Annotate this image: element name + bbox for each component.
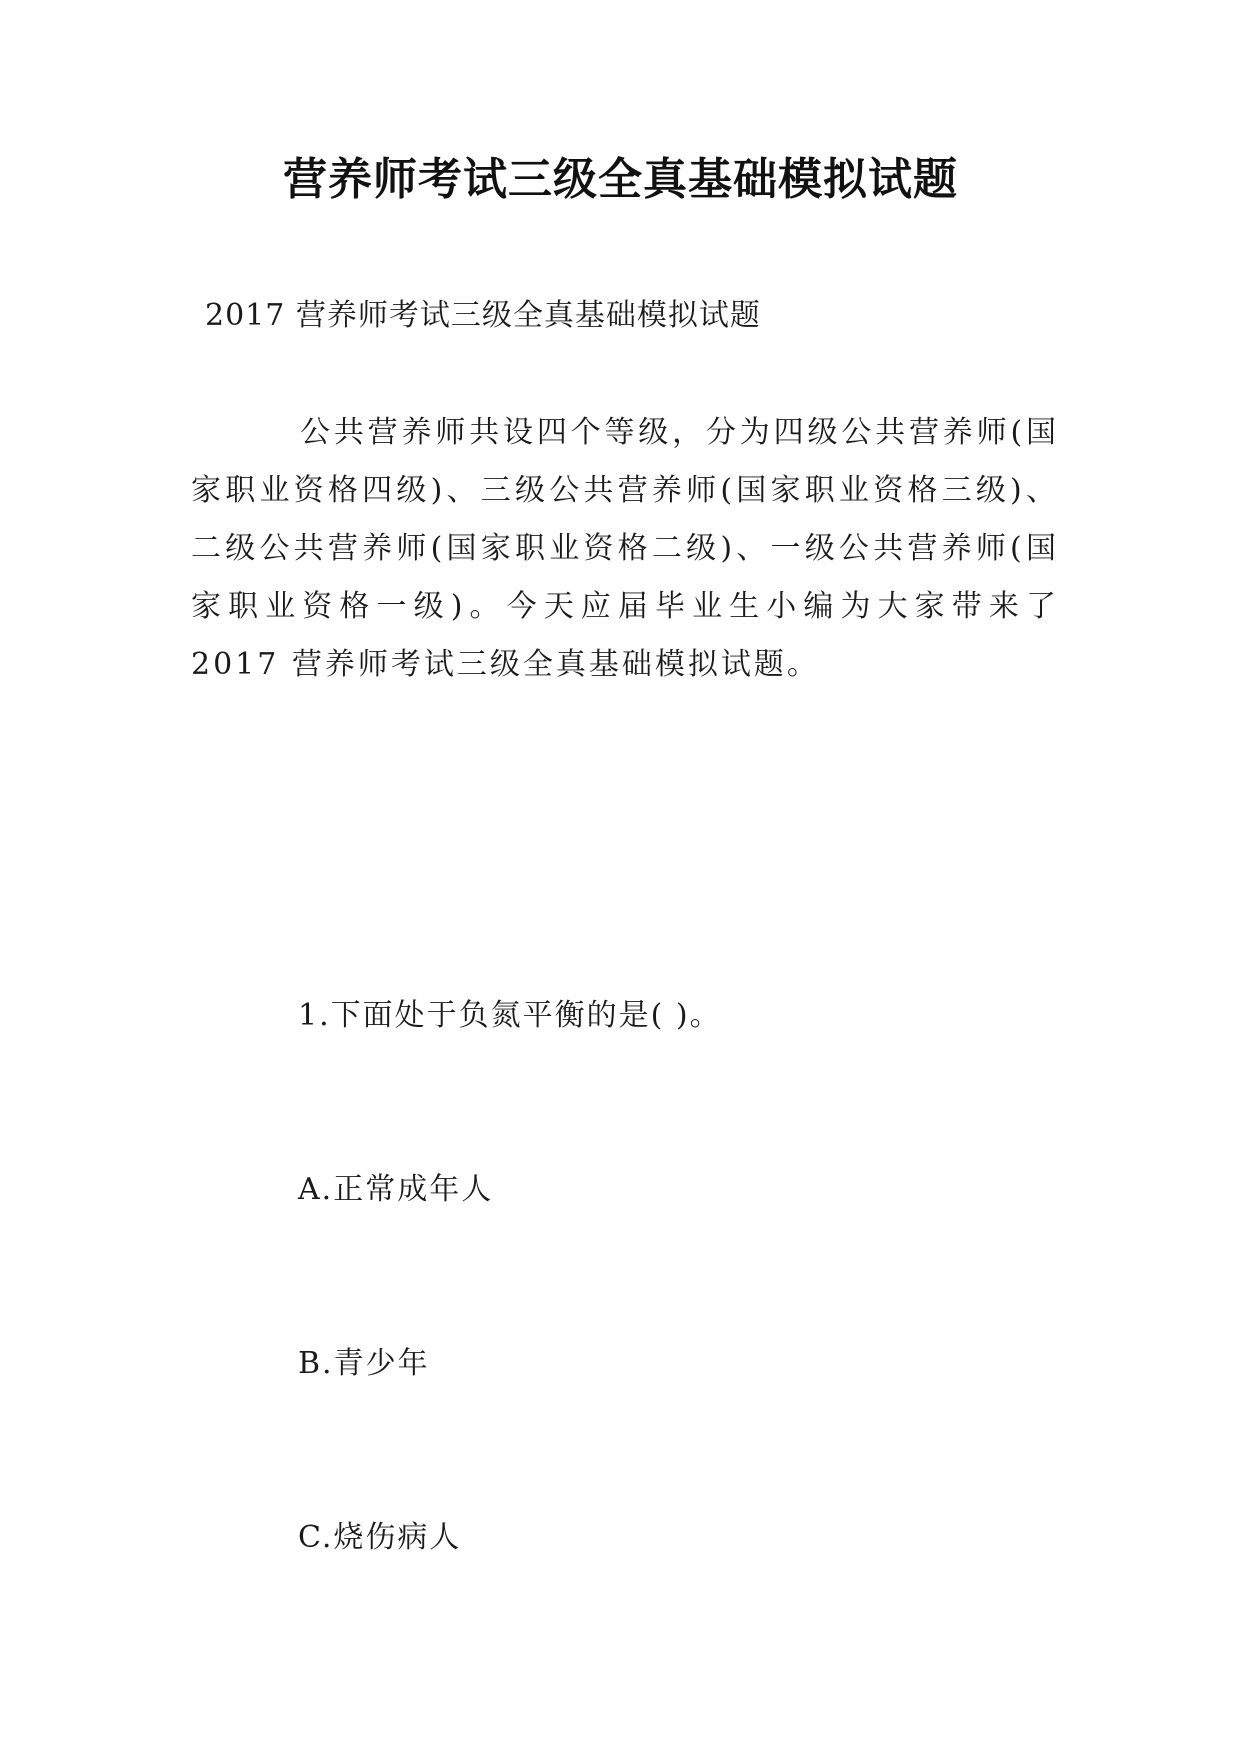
document-subtitle: 2017 营养师考试三级全真基础模拟试题 bbox=[205, 298, 761, 333]
option-c: C.烧伤病人 bbox=[298, 1520, 462, 1555]
page-title: 营养师考试三级全真基础模拟试题 bbox=[283, 154, 958, 205]
question-stem: 1.下面处于负氮平衡的是( )。 bbox=[298, 998, 722, 1033]
intro-paragraph: 公共营养师共设四个等级，分为四级公共营养师(国家职业资格四级)、三级公共营养师(国家职业资格三级)、二级公共营养师(国家职业资格二级)、一级公共营养师(国家职业资格一级)。今天应届毕业生小编为大家带来了 2017 营养师考试三级全真基础模拟试题。 bbox=[191, 415, 1059, 682]
option-b: B.青少年 bbox=[298, 1346, 430, 1381]
option-a: A.正常成年人 bbox=[298, 1172, 494, 1207]
